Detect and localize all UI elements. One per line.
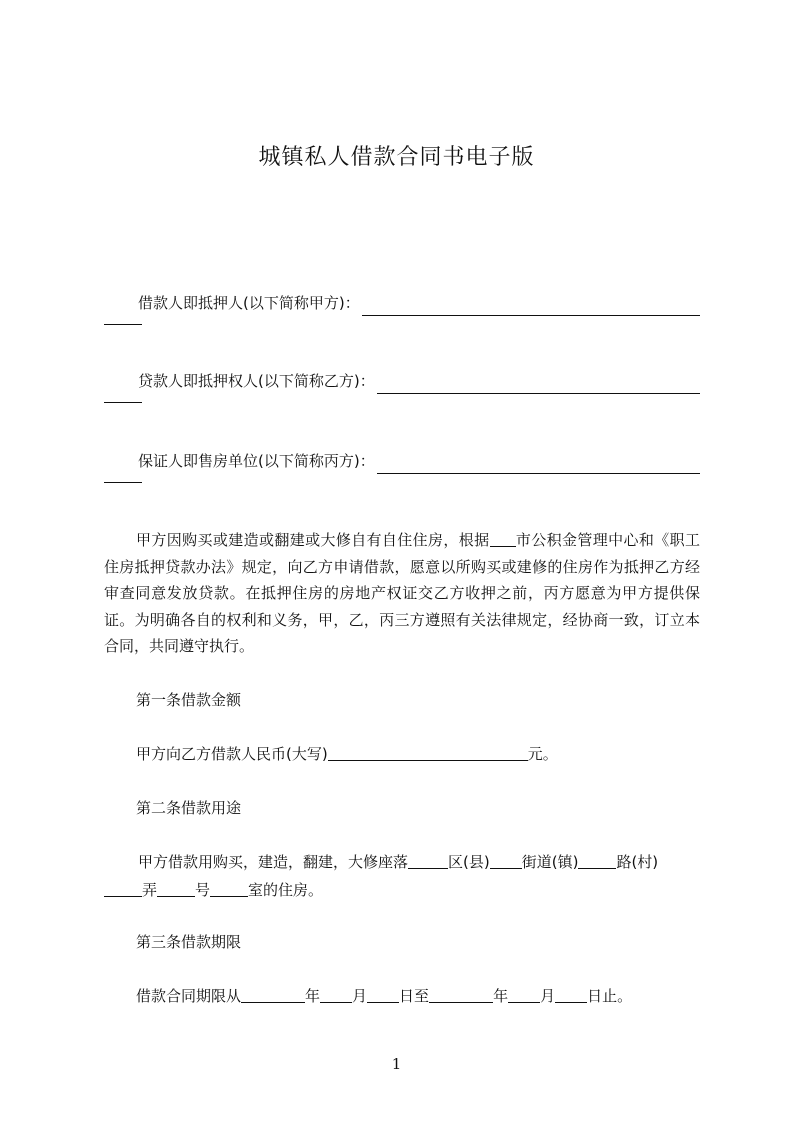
loan-amount-label: 甲方向乙方借款人民币(大写) (136, 745, 328, 763)
term-text-4: 日至 (399, 987, 430, 1005)
start-year-blank[interactable] (241, 986, 305, 1003)
article-3-body (104, 983, 732, 1009)
end-day-blank[interactable] (555, 986, 587, 1003)
document-title: 城镇私人借款合同书电子版 (258, 145, 535, 170)
article-2-body (104, 848, 700, 904)
party-guarantor (104, 448, 700, 483)
usage-text-7: 室的住房。 (248, 881, 324, 899)
term-text-2: 年 (305, 987, 321, 1005)
usage-text-5: 弄 (142, 881, 158, 899)
lender-label: 贷款人即抵押权人(以下简称乙方)： (138, 372, 375, 390)
street-blank[interactable] (490, 852, 522, 869)
room-blank[interactable] (210, 880, 248, 897)
article-1-heading: 第一条借款金额 (136, 691, 242, 709)
borrower-label: 借款人即抵押人(以下简称甲方)： (138, 294, 360, 312)
guarantor-label: 保证人即售房单位(以下简称丙方)： (138, 452, 375, 470)
start-day-blank[interactable] (367, 986, 399, 1003)
number-blank[interactable] (157, 880, 195, 897)
district-blank[interactable] (408, 852, 448, 869)
article-2-heading: 第二条借款用途 (136, 799, 242, 817)
article-1-body (104, 741, 732, 767)
party-borrower (104, 290, 700, 325)
loan-amount-blank[interactable] (328, 744, 528, 761)
party-lender (104, 368, 700, 403)
term-text-1: 借款合同期限从 (136, 987, 242, 1005)
article-3-heading: 第三条借款期限 (136, 933, 242, 951)
borrower-blank-continued[interactable] (104, 316, 142, 325)
road-blank[interactable] (578, 852, 616, 869)
term-text-5: 年 (493, 987, 509, 1005)
end-year-blank[interactable] (429, 986, 493, 1003)
intro-paragraph (104, 527, 700, 660)
term-text-7: 日止。 (587, 987, 633, 1005)
page-number: 1 (391, 1055, 402, 1073)
borrower-blank[interactable] (362, 298, 700, 316)
term-text-6: 月 (540, 987, 556, 1005)
end-month-blank[interactable] (508, 986, 540, 1003)
usage-text-2: 区(县) (448, 853, 490, 871)
intro-text-2: 市公积金管理中心和《职工住房抵押贷款办法》规定，向乙方申请借款，愿意以所购买或建修的住房作为抵押乙方经审查同意发放贷款。在抵押住房的房地产权证交乙方收押之前，丙方愿意为甲方提供保证。为明确各自的权利和义务，甲，乙，丙三方遵照有关法律规定，经协商一致，订立本合同，共同遵守执行。 (104, 531, 700, 655)
guarantor-blank-continued[interactable] (104, 474, 142, 483)
usage-text-4: 路(村) (616, 853, 659, 871)
usage-text-6: 号 (195, 881, 211, 899)
lender-blank[interactable] (377, 376, 700, 394)
loan-amount-unit: 元。 (527, 745, 558, 763)
lender-blank-continued[interactable] (104, 394, 142, 403)
usage-text-3: 街道(镇) (521, 853, 579, 871)
lane-blank[interactable] (104, 880, 142, 897)
intro-text-1: 甲方因购买或建造或翻建或大修自有自住住房，根据 (136, 531, 490, 549)
term-text-3: 月 (352, 987, 368, 1005)
usage-text-1: 甲方借款用购买，建造，翻建，大修座落 (138, 853, 409, 871)
city-blank[interactable] (490, 530, 516, 547)
start-month-blank[interactable] (320, 986, 352, 1003)
guarantor-blank[interactable] (377, 456, 700, 474)
